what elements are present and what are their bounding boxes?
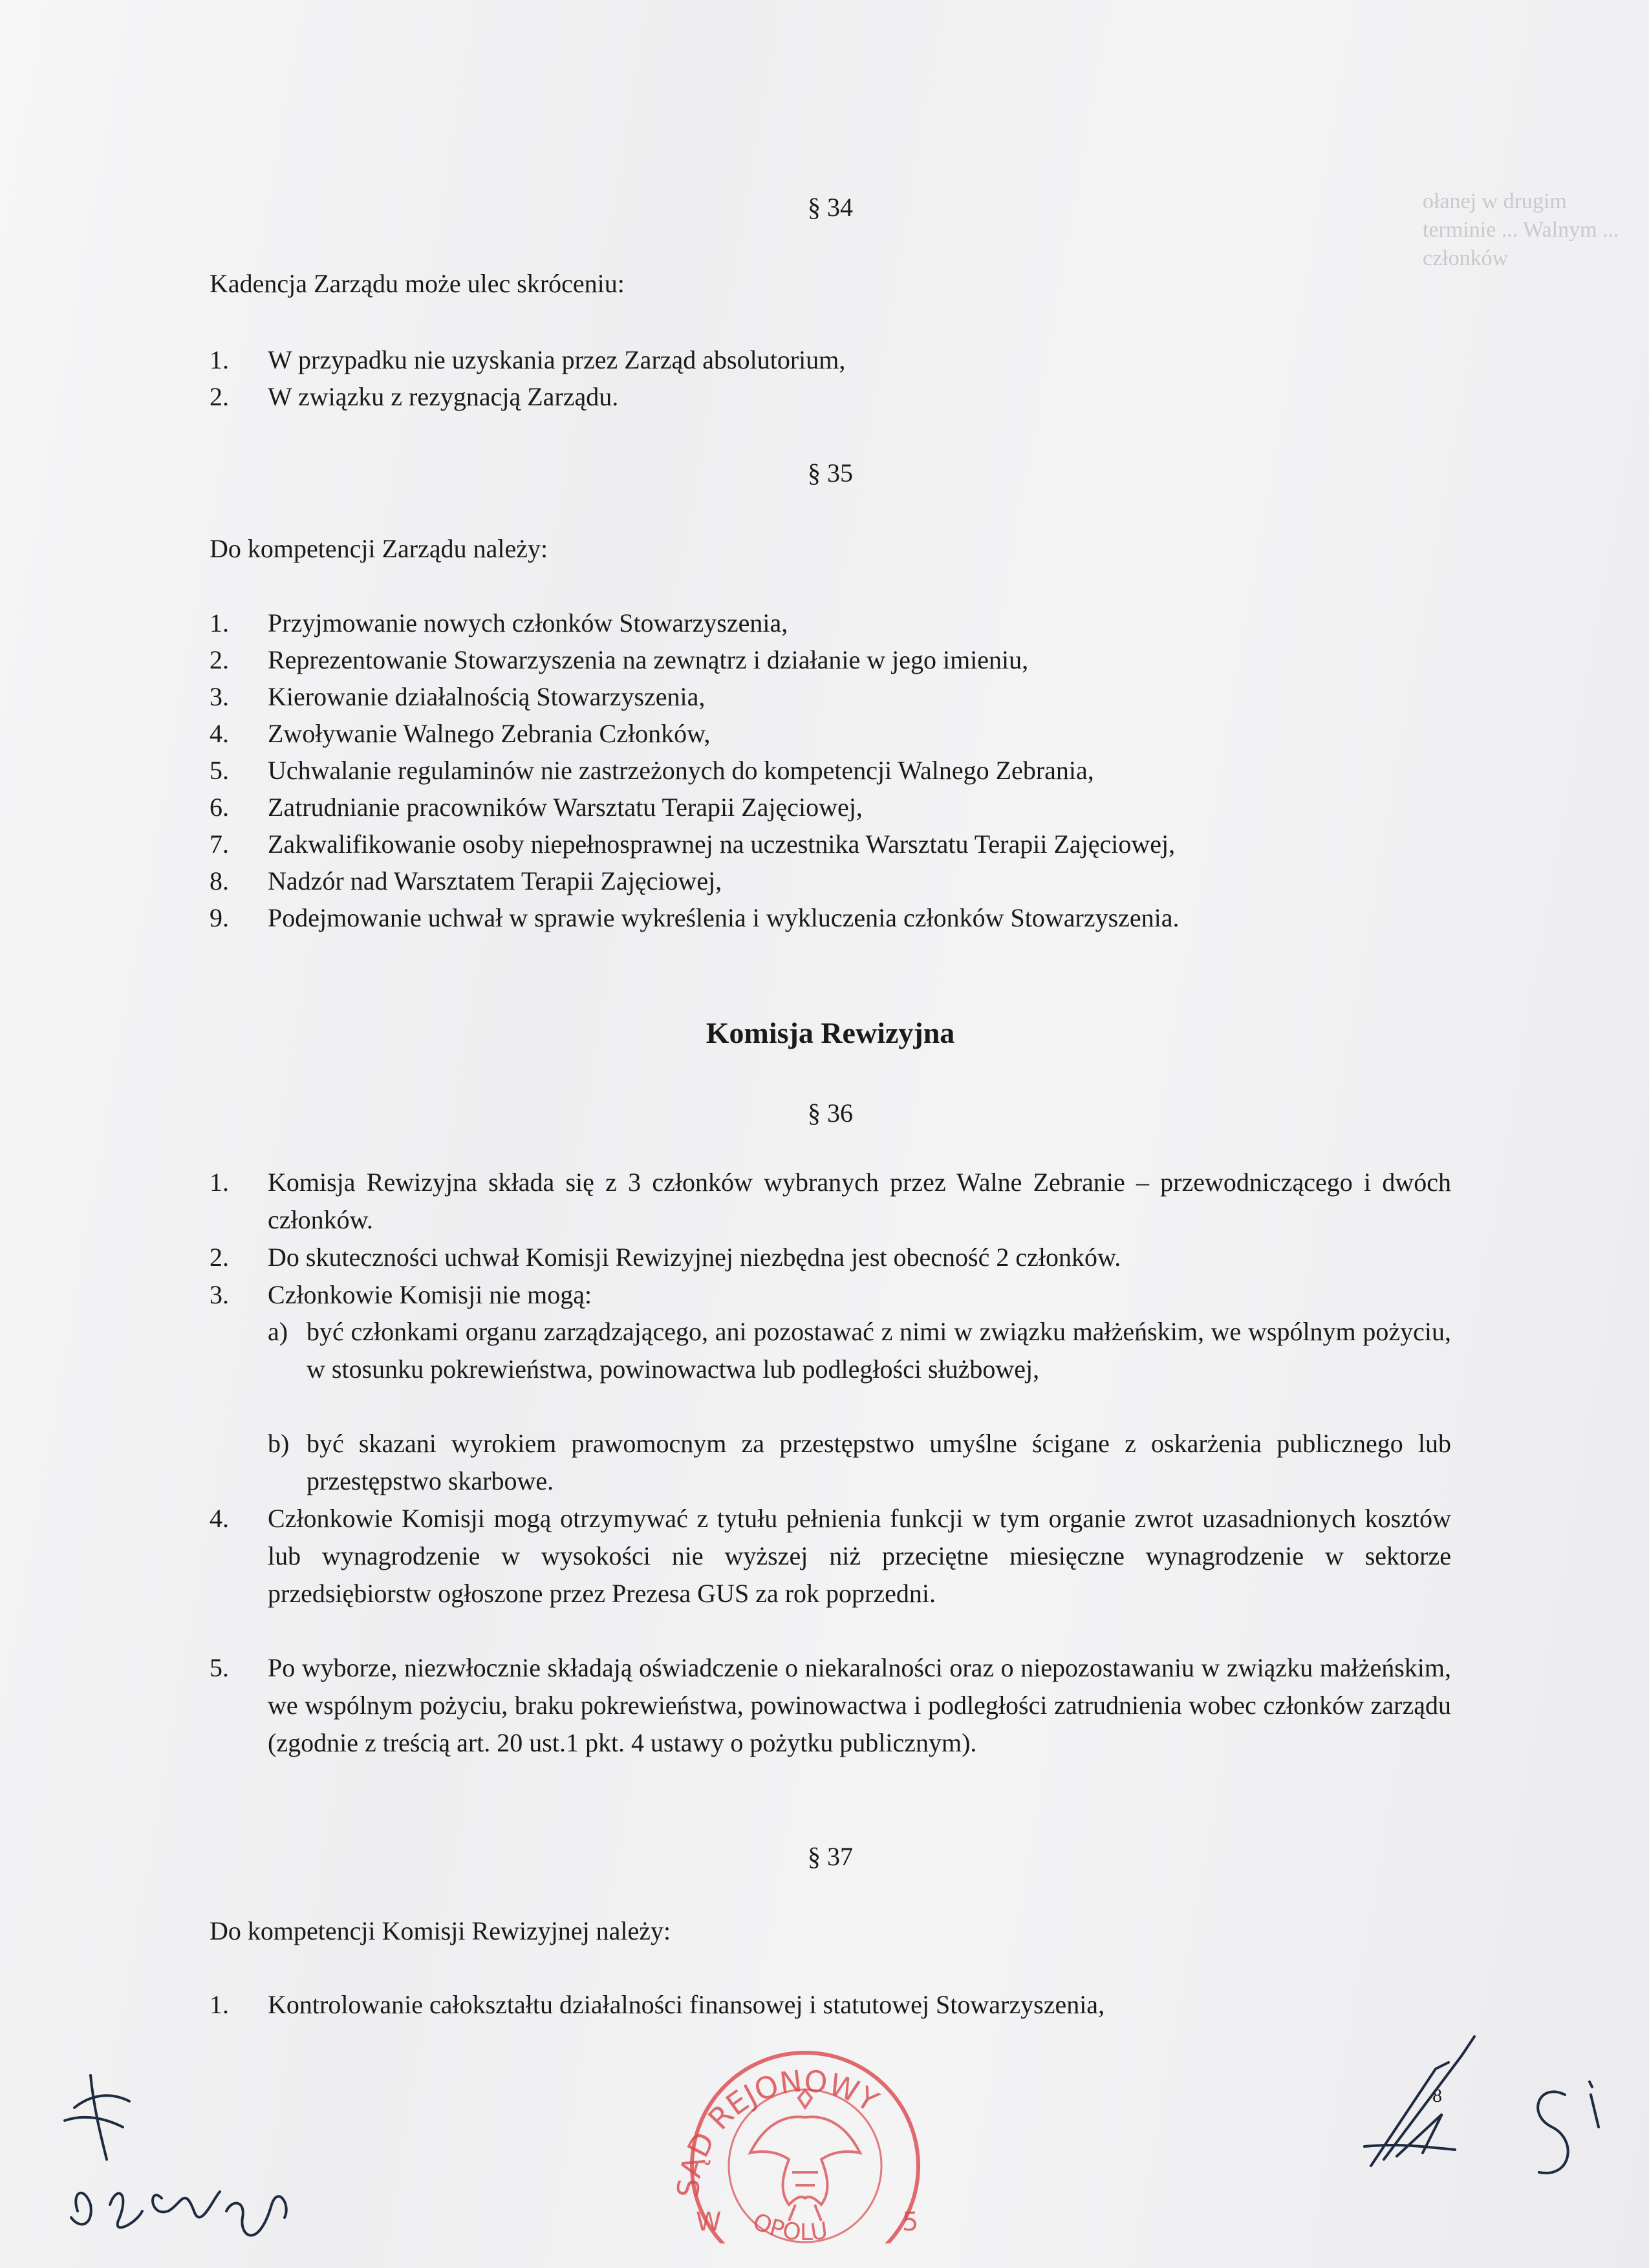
sub-item-text: być skazani wyrokiem prawomocnym za przestępstwo umyślne ścigane z oskarżenia publicznego lub przestępstwo skarbowe. (307, 1429, 1451, 1495)
item-number: 1. (210, 1990, 229, 2019)
section-36-heading: § 36 (808, 1098, 853, 1128)
court-stamp (653, 2037, 957, 2243)
page-number: 8 (1432, 2085, 1442, 2106)
section-37-intro: Do kompetencji Komisji Rewizyjnej należy: (210, 1916, 671, 1945)
item-number: 2. (210, 645, 229, 674)
section-35-heading: § 35 (808, 458, 853, 487)
item-number: 4. (210, 719, 229, 748)
stamp-side-right: 5 (902, 2207, 919, 2237)
section-37-heading: § 37 (808, 1842, 853, 1871)
item-text: Po wyborze, niezwłocznie składają oświadczenie o niekaralności oraz o niepozostawaniu w związku małżeńskim, we wspólnym pożyciu, braku pokrewieństwa, powinowactwa i podległości zatrudnienia wobec członków zarządu (zgodnie z treścią art. 20 ust.1 pkt. 4 ustawy o pożytku publicznym). (268, 1653, 1451, 1757)
komisja-rewizyjna-title: Komisja Rewizyjna (706, 1016, 955, 1049)
item-number: 5. (210, 1653, 229, 1682)
item-text: Członkowie Komisji mogą otrzymywać z tytułu pełnienia funkcji w tym organie zwrot uzasadnionych kosztów lub wynagrodzenie w wysokości nie wyższej niż przeciętne miesięczne wynagrodzenie w sektorze przedsiębiorstw ogłoszone przez Prezesa GUS za rok poprzedni. (268, 1504, 1451, 1608)
section-34-heading: § 34 (808, 193, 853, 222)
item-text: W przypadku nie uzyskania przez Zarząd absolutorium, (268, 345, 846, 374)
sub-item-letter: a) (268, 1317, 288, 1346)
sub-item-text: być członkami organu zarządzającego, ani pozostawać z nimi w związku małżeńskim, we wspólnym pożyciu, w stosunku pokrewieństwa, powinowactwa lub podległości służbowej, (307, 1317, 1451, 1384)
item-text: Kierowanie działalnością Stowarzyszenia, (268, 682, 706, 711)
item-number: 3. (210, 1280, 229, 1309)
item-number: 7. (210, 829, 229, 859)
item-text: Zatrudnianie pracowników Warsztatu Terapii Zajęciowej, (268, 793, 863, 822)
bleed-through-text (1423, 187, 1643, 273)
signature-right (1345, 2017, 1636, 2192)
item-text: Uchwalanie regulaminów nie zastrzeżonych do kompetencji Walnego Zebrania, (268, 756, 1094, 785)
item-number: 1. (210, 1168, 229, 1197)
item-number: 1. (210, 345, 229, 374)
item-text: Nadzór nad Warsztatem Terapii Zajęciowej, (268, 866, 722, 895)
signature-left (45, 2056, 317, 2263)
item-text: Komisja Rewizyjna składa się z 3 członków wybranych przez Walne Zebranie – przewodniczącego i dwóch członków. (268, 1168, 1451, 1234)
item-number: 5. (210, 756, 229, 785)
bleed-line: ołanej w drugim terminie ... Walnym ... członków (1423, 189, 1619, 271)
item-number: 6. (210, 793, 229, 822)
item-text: Reprezentowanie Stowarzyszenia na zewnątrz i działanie w jego imieniu, (268, 645, 1029, 674)
item-text: Zwoływanie Walnego Zebrania Członków, (268, 719, 711, 748)
item-number: 2. (210, 382, 229, 411)
item-number: 1. (210, 608, 229, 637)
item-number: 4. (210, 1504, 229, 1533)
section-35-intro: Do kompetencji Zarządu należy: (210, 534, 548, 563)
item-number: 2. (210, 1243, 229, 1272)
section-34-intro: Kadencja Zarządu może ulec skróceniu: (210, 269, 625, 298)
stamp-bottom-text: OPOLU (749, 2208, 830, 2243)
stamp-side-left: W (696, 2207, 722, 2237)
item-text: Kontrolowanie całokształtu działalności finansowej i statutowej Stowarzyszenia, (268, 1990, 1105, 2019)
eagle-emblem (750, 2090, 860, 2221)
item-text: Członkowie Komisji nie mogą: (268, 1280, 592, 1309)
item-text: Przyjmowanie nowych członków Stowarzyszenia, (268, 608, 788, 637)
item-number: 9. (210, 903, 229, 932)
item-number: 3. (210, 682, 229, 711)
item-text: Do skuteczności uchwał Komisji Rewizyjnej niezbędna jest obecność 2 członków. (268, 1243, 1121, 1272)
sub-item-letter: b) (268, 1429, 290, 1458)
stamp-top-text: SĄD REJONOWY (670, 2063, 885, 2199)
item-text: Zakwalifikowanie osoby niepełnosprawnej na uczestnika Warsztatu Terapii Zajęciowej, (268, 829, 1176, 859)
item-number: 8. (210, 866, 229, 895)
item-text: W związku z rezygnacją Zarządu. (268, 382, 619, 411)
item-text: Podejmowanie uchwał w sprawie wykreślenia i wykluczenia członków Stowarzyszenia. (268, 903, 1180, 932)
